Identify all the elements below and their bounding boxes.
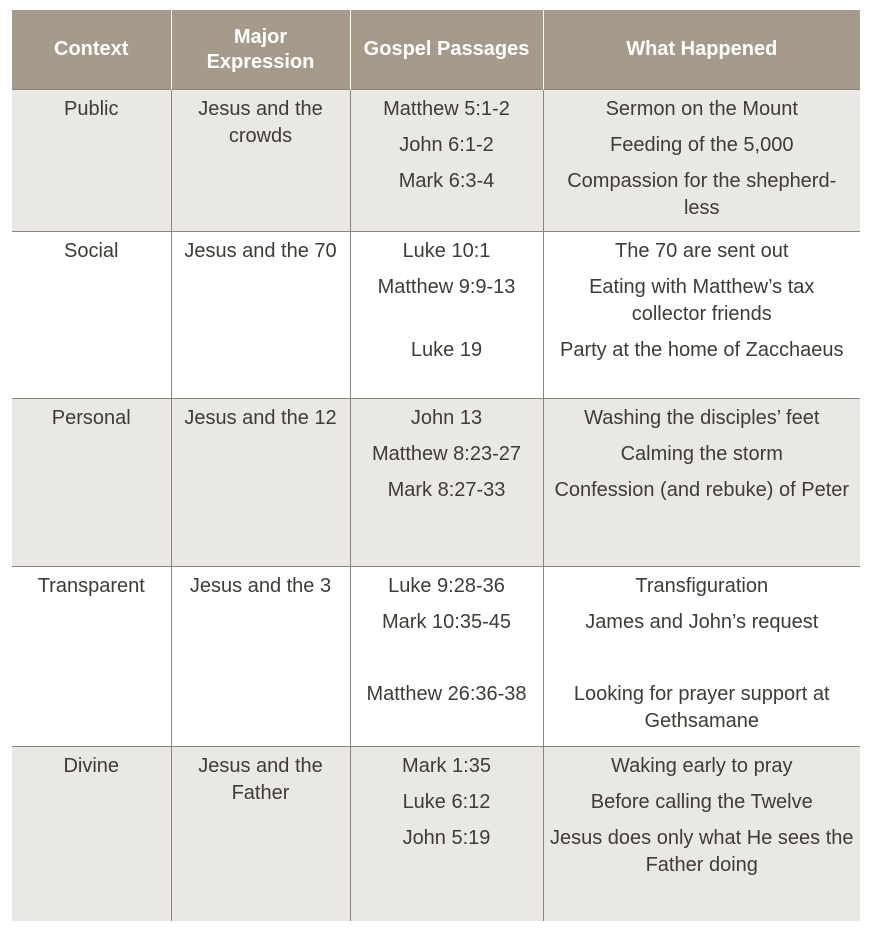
events-cell bbox=[543, 232, 860, 399]
expression-cell bbox=[171, 232, 350, 399]
header-major-expression: Major Expression bbox=[171, 10, 350, 90]
passage: Luke 10:1 bbox=[402, 240, 491, 262]
expression-cell bbox=[171, 90, 350, 232]
context-label: Social bbox=[64, 240, 119, 262]
table-row bbox=[12, 399, 860, 567]
passages-cell bbox=[350, 90, 543, 232]
header-what-happened: What Happened bbox=[543, 10, 860, 90]
header-gospel-passages: Gospel Passages bbox=[350, 10, 543, 90]
context-label: Public bbox=[64, 98, 119, 120]
event: Jesus does only what He sees the Father doing bbox=[549, 827, 854, 876]
header-row bbox=[12, 10, 860, 90]
expression-cell bbox=[171, 747, 350, 921]
events-cell bbox=[543, 567, 860, 747]
passage: Mark 8:27-33 bbox=[387, 479, 506, 501]
passages-cell bbox=[350, 232, 543, 399]
table-row bbox=[12, 747, 860, 921]
expression-cell bbox=[171, 399, 350, 567]
passage: John 13 bbox=[410, 407, 483, 429]
passage: Luke 9:28-36 bbox=[388, 575, 505, 597]
context-cell bbox=[12, 747, 171, 921]
passage: Matthew 26:36-38 bbox=[366, 683, 527, 705]
table-row bbox=[12, 90, 860, 232]
expression-label: Jesus and the 70 bbox=[184, 240, 337, 262]
passage: Matthew 8:23-27 bbox=[372, 443, 521, 465]
context-label: Divine bbox=[63, 755, 120, 777]
context-cell bbox=[12, 90, 171, 232]
event: Before calling the Twelve bbox=[590, 791, 813, 813]
table-row bbox=[12, 567, 860, 747]
context-cell bbox=[12, 399, 171, 567]
passage: John 5:19 bbox=[402, 827, 491, 849]
passage: Luke 6:12 bbox=[402, 791, 491, 813]
passage: Matthew 5:1-2 bbox=[383, 98, 510, 120]
event: Transfiguration bbox=[635, 575, 769, 597]
expression-label: Jesus and the 12 bbox=[184, 407, 337, 429]
events-cell bbox=[543, 399, 860, 567]
expression-label: Jesus and the crowds bbox=[198, 98, 323, 147]
event: Confession (and rebuke) of Peter bbox=[554, 479, 850, 501]
table-row bbox=[12, 232, 860, 399]
header-context: Context bbox=[12, 10, 171, 90]
context-cell bbox=[12, 232, 171, 399]
passage: Luke 19 bbox=[410, 339, 483, 361]
events-cell bbox=[543, 90, 860, 232]
event: Eating with Matthew’s tax collector friends bbox=[589, 276, 815, 325]
event: James and John’s request bbox=[585, 611, 819, 633]
passage: John 6:1-2 bbox=[399, 134, 494, 156]
passages-cell bbox=[350, 567, 543, 747]
passages-cell bbox=[350, 747, 543, 921]
passages-cell bbox=[350, 399, 543, 567]
event: Calming the storm bbox=[620, 443, 783, 465]
event: Compassion for the shepherd-less bbox=[567, 170, 837, 219]
event: Waking early to pray bbox=[610, 755, 793, 777]
event: Looking for prayer support at Gethsamane bbox=[573, 683, 830, 732]
event: Washing the disciples’ feet bbox=[584, 407, 820, 429]
event: Sermon on the Mount bbox=[605, 98, 798, 120]
passage: Mark 6:3-4 bbox=[398, 170, 495, 192]
events-cell bbox=[543, 747, 860, 921]
passage: Mark 1:35 bbox=[402, 755, 491, 777]
expression-label: Jesus and the Father bbox=[198, 755, 323, 804]
context-label: Transparent bbox=[37, 575, 145, 597]
event: The 70 are sent out bbox=[615, 240, 789, 262]
event: Party at the home of Zacchaeus bbox=[560, 339, 844, 361]
passage: Matthew 9:9-13 bbox=[377, 276, 516, 298]
event: Feeding of the 5,000 bbox=[610, 134, 794, 156]
expression-label: Jesus and the 3 bbox=[189, 575, 332, 597]
passage: Mark 10:35-45 bbox=[382, 611, 511, 633]
context-label: Personal bbox=[51, 407, 131, 429]
gospel-contexts-table bbox=[12, 10, 860, 921]
context-cell bbox=[12, 567, 171, 747]
expression-cell bbox=[171, 567, 350, 747]
